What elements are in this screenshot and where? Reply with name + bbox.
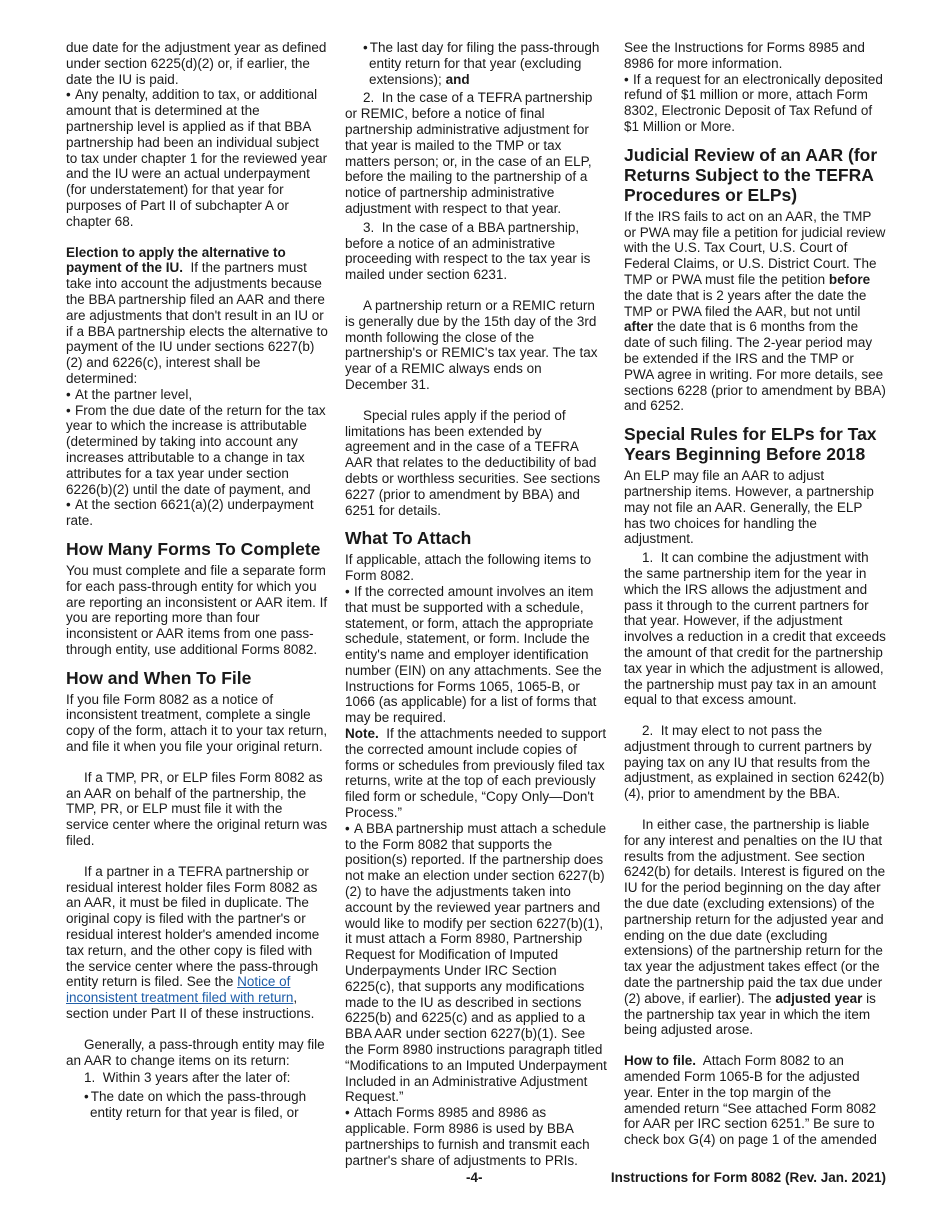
bullet-penalty: • Any penalty, addition to tax, or additional amount that is determined at the partnership level is applied as if that BBA partnership had been an individual subject to tax under chapter 1 for the reviewed year and the IU were an actual underpayment (for understatement) for that year for purposes of Part II of subchapter A or chapter 68.: [66, 87, 328, 229]
list-item-2: 2. In the case of a TEFRA partnership or REMIC, before a notice of final partnership administrative adjustment for that year is mailed to the TMP or tax matters person; or, in the case of an ELP, before the mailing to the partnership of a notice of partnership administrative adjustment with respect to that year.: [345, 90, 593, 216]
bullet-due-date: • From the due date of the return for the tax year to which the increase is attributable (determined by taking into account any increases attributable to a change in tax attributes for a tax year under section 6226(b)(2) until the date of payment, and: [66, 403, 328, 498]
sub-bullet: • The date on which the pass-through entity return for that year is filed, or: [66, 1089, 328, 1121]
bold-after: after: [624, 319, 654, 335]
column-left: [66, 40, 328, 1121]
heading-special-rules: Special Rules for ELPs for Tax Years Beginning Before 2018: [624, 424, 877, 465]
bullet-refund: • If a request for an electronically deposited refund of $1 million or more, attach Form 8302, Electronic Deposit of Tax Refund of $1 Million or More.: [624, 72, 886, 135]
election-text: If the partners must take into account the adjustments because the BBA partnership filed an AAR and there are adjustments that don't result in an IU or if a BBA partnership elects the alternative to payment of the IU under sections 6227(b)(2) and 6226(c), interest shall be determined:: [66, 260, 328, 386]
form-name: Instructions for Form 8082 (Rev. Jan. 2021): [610, 1170, 886, 1185]
paragraph: An ELP may file an AAR to adjust partnership items. However, a partnership may not file an AAR. Generally, the ELP has two choices for handling the adjustment.: [624, 468, 874, 547]
paragraph-text: is the partnership tax year in which the item being adjusted arose.: [624, 990, 876, 1038]
paragraph: If applicable, attach the following items to Form 8082.: [345, 552, 592, 584]
elp-item-2: 2. It may elect to not pass the adjustment through to current partners by paying tax on any IU that results from the adjustment, as explained in section 6242(b)(4), prior to amendment by the BBA.: [624, 723, 885, 802]
partner-paragraph: [66, 864, 328, 1022]
bullet-bba: • A BBA partnership must attach a schedule to the Form 8082 that supports the position(s) reported. If the partnership does not make an election under section 6227(b)(2) to have the adjustments taken into account by the reviewed year partners and would like to modify per section 6227(b)(1), it must attach a Form 8980, Partnership Request for Modification of Imputed Underpayments Under IRC Section 6225(c), that supports any modifications made to the IU as described in sections 6225(b) and 6225(c) and as applied to a BBA AAR under section 6227(b)(1). See the Form 8980 instructions paragraph titled “Modifications to an Imputed Underpayment Included in an Administrative Adjustment Request.”: [345, 821, 607, 1105]
paragraph: You must complete and file a separate form for each pass-through entity for which you are reporting an inconsistent or AAR item. If you are reporting more than four inconsistent or AAR items from one pass-through entity, use additional Forms 8082.: [66, 562, 328, 657]
heading-how-many: How Many Forms To Complete: [66, 538, 321, 559]
heading-what-to-attach: What To Attach: [345, 528, 472, 549]
bullet-partner-level: • At the partner level,: [66, 387, 328, 403]
paragraph: due date for the adjustment year as defined under section 6225(d)(2) or, if earlier, the date the IU is paid.: [66, 40, 327, 87]
heading-judicial-review: Judicial Review of an AAR (for Returns Subject to the TEFRA Procedures or ELPs): [624, 144, 878, 205]
paragraph-text: If the IRS fails to act on an AAR, the TMP or PWA may file a petition for judicial review with the U.S. Tax Court, U.S. Court of Federal Claims, or U.S. District Court. The TMP or PWA must file the petition: [624, 208, 886, 287]
page-number: -4-: [466, 1170, 483, 1185]
sub-bullet-text: The last day for filing the pass-through entity return for that year (excluding extensions);: [369, 40, 600, 87]
run-in-heading: Election to apply the alternative to payment of the IU.: [66, 244, 286, 276]
list-item-3: 3. In the case of a BBA partnership, before a notice of an administrative proceeding with respect to the tax year is mailed under section 6231.: [345, 219, 591, 283]
notice-inconsistent-link[interactable]: Notice of inconsistent treatment filed with return: [66, 974, 294, 1006]
bold-and: and: [445, 71, 470, 87]
paragraph: See the Instructions for Forms 8985 and 8986 for more information.: [624, 40, 865, 71]
paragraph-text: the date that is 2 years after the date the TMP or PWA filed the AAR, but not until: [624, 287, 867, 319]
run-in-heading: How to file.: [624, 1053, 696, 1069]
paragraph-text: Attach Form 8082 to an amended Form 1065-B for the adjusted year. Enter in the top margin of the amended return “See attached Form 8082 for AAR per IRC section 6251.” Be sure to check box G(4) on page 1 of the amended: [624, 1053, 877, 1148]
either-paragraph: [624, 817, 886, 1038]
note-label: Note.: [345, 726, 379, 742]
paragraph-text: , section under Part II of these instructions.: [66, 990, 315, 1022]
bullet-rate: • At the section 6621(a)(2) underpayment rate.: [66, 497, 328, 529]
paragraph: Generally, a pass-through entity may file an AAR to change items on its return:: [66, 1036, 325, 1068]
how-to-file-paragraph: [624, 1053, 886, 1148]
column-right: [624, 40, 886, 1148]
election-paragraph: [66, 245, 328, 387]
paragraph: If you file Form 8082 as a notice of inconsistent treatment, complete a single copy of the form, attach it to your tax return, and file it when you file your original return.: [66, 691, 328, 755]
bullet-corrected: • If the corrected amount involves an item that must be supported with a schedule, statement, or form, attach the appropriate schedule, statement, or form. Include the entity's name and employer identification number (EIN) on any attachments. See the Instructions for Forms 1065, 1065-B, or 1066 (as applicable) for a list of forms that may be required.: [345, 584, 607, 726]
heading-how-when: How and When To File: [66, 667, 252, 688]
paragraph-text: In either case, the partnership is liable for any interest and penalties on the IU that results from the adjustment. See section 6242(b) for details. Interest is figured on the IU for the period beginning on the day after the due date (excluding extensions) of the partnership return for the adjusted year and ending on the due date (excluding extensions) of the partnership return for the tax year the adjustment takes effect (or the date the partnership paid the tax due under (2) above, if earlier). The: [624, 817, 886, 1006]
note-paragraph: [345, 726, 607, 821]
note-text: If the attachments needed to support the corrected amount include copies of forms or schedules from previously filed tax returns, write at the top of each previously filed form or schedule, “Copy Only—Don't Process.”: [345, 726, 607, 821]
elp-item-1: 1. It can combine the adjustment with the same partnership item for the year in which the IRS allows the adjustment and pass it through to the current partners for that year. However, if the adjustment involves a reduction in a credit that exceeds the amount of that credit for the partnership tax year in which the adjustment is allowed, the partnership must pay tax in an amount equal to that excess amount.: [624, 550, 886, 708]
bold-before: before: [828, 271, 871, 287]
judicial-paragraph: [624, 209, 886, 414]
list-item-1: 1. Within 3 years after the later of:: [84, 1070, 291, 1086]
bold-adjusted-year: adjusted year: [775, 990, 863, 1006]
paragraph-text: the date that is 6 months from the date of such filing. The 2-year period may be extended if the IRS and the TMP or PWA agree in writing. For more details, see sections 6228 (prior to amendment by BBA) and 6252.: [624, 319, 886, 414]
paragraph: If a TMP, PR, or ELP files Form 8082 as an AAR on behalf of the partnership, the TMP, PR, or ELP must file it with the service center where the original return was filed.: [66, 769, 328, 849]
paragraph: A partnership return or a REMIC return is generally due by the 15th day of the 3rd month following the close of the partnership's or REMIC's tax year. The tax year of a REMIC always ends on December 31.: [345, 297, 598, 392]
paragraph: Special rules apply if the period of limitations has been extended by agreement and in the case of a TEFRA AAR that relates to the deductibility of bad debts or worthless securities. See sections 6227 (prior to amendment by BBA) and 6251 for details.: [345, 407, 601, 518]
sub-bullet: [345, 40, 607, 87]
paragraph-text: If a partner in a TEFRA partnership or residual interest holder files Form 8082 as an AAR, it must be filed in duplicate. The original copy is filed with the partner's or residual interest holder's amended income tax return, and the other copy is filed with the service center where the pass-through entity return is filed. See the: [66, 863, 320, 990]
column-middle: [345, 40, 607, 1168]
bullet-8985: • Attach Forms 8985 and 8986 as applicable. Form 8986 is used by BBA partnerships to furnish and transmit each partner's share of adjustments to PRIs.: [345, 1105, 607, 1168]
